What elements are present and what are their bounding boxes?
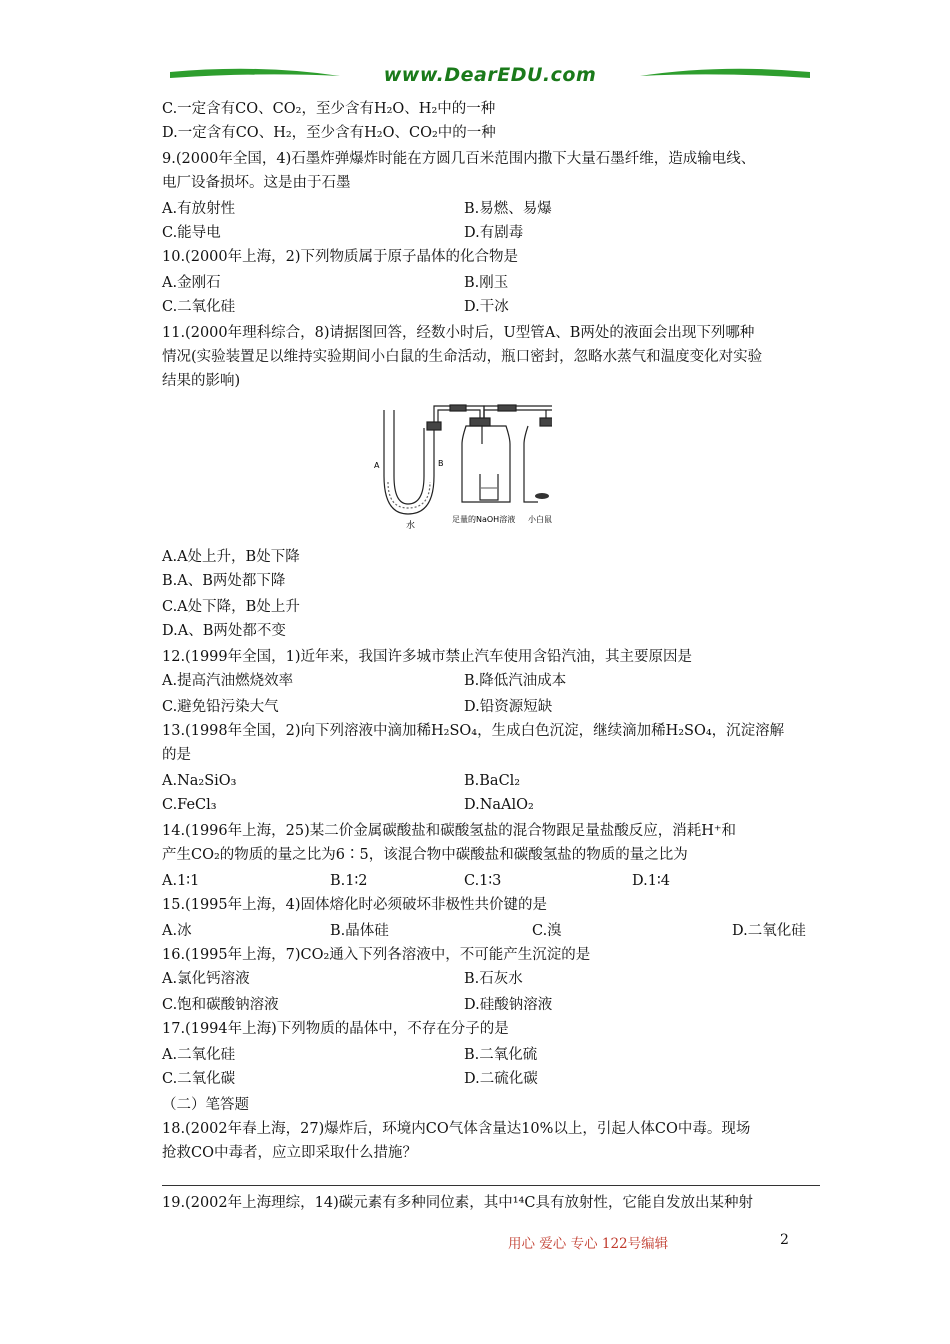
q12-option-a: A.提高汽油燃烧效率 (162, 673, 294, 689)
site-url[interactable]: www.DearEDU.com (383, 64, 597, 86)
q11-option-d: D.A、B两处都不变 (162, 623, 286, 639)
q13-stem-cont: 的是 (162, 747, 191, 763)
q13-row2 (162, 794, 534, 816)
label-mouse: 小白鼠 (528, 515, 552, 524)
q17-row1 (162, 1044, 538, 1066)
q10-option-b: B.刚玉 (464, 275, 509, 291)
site-header (160, 62, 820, 92)
q14-stem: 14.(1996年上海，25)某二价金属碳酸盐和碳酸氢盐的混合物跟足量盐酸反应，消耗H⁺和 (162, 823, 737, 839)
q18-stem: 18.(2002年春上海，27)爆炸后，环境内CO气体含量达10%以上，引起人体CO中毒。现场 (162, 1121, 751, 1137)
q13-option-d: D.NaAlO₂ (464, 797, 534, 813)
q13-option-c: C.FeCl₃ (162, 797, 217, 813)
label-b: B (438, 459, 444, 468)
q9-stem: 9.(2000年全国，4)石墨炸弹爆炸时能在方圆几百米范围内撒下大量石墨纤维，造成输电线、 (162, 151, 756, 167)
q12-option-d: D.铅资源短缺 (464, 699, 553, 715)
q17-row2 (162, 1068, 538, 1090)
q16-option-a: A.氯化钙溶液 (162, 971, 250, 987)
q13-option-b: B.BaCl₂ (464, 773, 521, 789)
option-c-prev: C.一定含有CO、CO₂，至少含有H₂O、H₂中的一种 (162, 101, 496, 117)
q16-row1 (162, 968, 523, 990)
q10-option-d: D.干冰 (464, 299, 509, 315)
q12-row2 (162, 696, 553, 718)
page-number: 2 (780, 1232, 789, 1248)
q19-stem: 19.(2002年上海理综，14)碳元素有多种同位素，其中¹⁴C具有放射性，它能自发放出某种射 (162, 1195, 753, 1211)
q14-stem-cont: 产生CO₂的物质的量之比为6∶5，该混合物中碳酸盐和碳酸氢盐的物质的量之比为 (162, 847, 688, 863)
q15-option-a: A.冰 (162, 923, 192, 939)
q12-option-b: B.降低汽油成本 (464, 673, 567, 689)
q15-option-d: D.二氧化硅 (732, 923, 806, 939)
q17-stem: 17.(1994年上海)下列物质的晶体中，不存在分子的是 (162, 1021, 509, 1037)
q15-option-b: B.晶体硅 (330, 923, 389, 939)
q14-option-d: D.1∶4 (632, 873, 670, 889)
q11-option-c: C.A处下降，B处上升 (162, 599, 300, 615)
q13-stem: 13.(1998年全国，2)向下列溶液中滴加稀H₂SO₄，生成白色沉淀，继续滴加稀H₂SO₄，沉淀溶解 (162, 723, 785, 739)
q18-stem-cont: 抢救CO中毒者，应立即采取什么措施？ (162, 1145, 417, 1161)
label-water: 水 (406, 521, 416, 531)
q16-option-b: B.石灰水 (464, 971, 523, 987)
label-naoh: 足量的NaOH溶液 (452, 515, 516, 524)
q10-row1 (162, 272, 509, 294)
q13-row1 (162, 770, 521, 792)
q14-options (162, 870, 670, 892)
q13-option-a: A.Na₂SiO₃ (162, 773, 237, 789)
q16-option-d: D.硅酸钠溶液 (464, 997, 553, 1013)
q9-option-c: C.能导电 (162, 225, 221, 241)
q15-options (162, 920, 806, 942)
q17-option-b: B.二氧化硫 (464, 1047, 538, 1063)
q11-option-a: A.A处上升，B处下降 (162, 549, 300, 565)
q15-option-c: C.溴 (532, 923, 562, 939)
option-d-prev: D.一定含有CO、H₂，至少含有H₂O、CO₂中的一种 (162, 125, 496, 141)
q15-stem: 15.(1995年上海，4)固体熔化时必须破坏非极性共价键的是 (162, 897, 547, 913)
q10-option-c: C.二氧化硅 (162, 299, 236, 315)
q16-option-c: C.饱和碳酸钠溶液 (162, 997, 279, 1013)
q17-option-d: D.二硫化碳 (464, 1071, 538, 1087)
q17-option-c: C.二氧化碳 (162, 1071, 236, 1087)
q12-stem: 12.(1999年全国，1)近年来，我国许多城市禁止汽车使用含铅汽油，其主要原因是 (162, 649, 692, 665)
experiment-apparatus-figure (372, 404, 552, 536)
answer-line (162, 1185, 820, 1186)
q10-row2 (162, 296, 509, 318)
q14-option-c: C.1∶3 (464, 873, 502, 889)
q9-option-b: B.易燃、易爆 (464, 201, 552, 217)
q9-option-d: D.有剧毒 (464, 225, 524, 241)
q16-row2 (162, 994, 553, 1016)
label-a: A (374, 461, 380, 470)
q11-option-b: B.A、B两处都下降 (162, 573, 286, 589)
q10-stem: 10.(2000年上海，2)下列物质属于原子晶体的化合物是 (162, 249, 518, 265)
mouse-icon (535, 493, 549, 499)
q9-stem-cont: 电厂设备损坏。这是由于石墨 (162, 175, 351, 191)
q12-option-c: C.避免铅污染大气 (162, 699, 279, 715)
q16-stem: 16.(1995年上海，7)CO₂通入下列各溶液中，不可能产生沉淀的是 (162, 947, 591, 963)
q17-option-a: A.二氧化硅 (162, 1047, 236, 1063)
q14-option-b: B.1∶2 (330, 873, 368, 889)
q10-option-a: A.金刚石 (162, 275, 221, 291)
footer-text: 用心 爱心 专心 122号编辑 (508, 1236, 669, 1252)
q11-stem-cont: 情况(实验装置足以维持实验期间小白鼠的生命活动，瓶口密封，忽略水蒸气和温度变化对实验 (162, 349, 763, 365)
q14-option-a: A.1∶1 (162, 873, 200, 889)
q9-row2 (162, 222, 524, 244)
q12-row1 (162, 670, 567, 692)
q9-option-a: A.有放射性 (162, 201, 236, 217)
q11-stem: 11.(2000年理科综合，8)请据图回答，经数小时后，U型管A、B两处的液面会出现下列哪种 (162, 325, 755, 341)
section-heading: （二）笔答题 (162, 1097, 249, 1113)
q11-stem-cont2: 结果的影响) (162, 373, 241, 389)
q9-row1 (162, 198, 552, 220)
